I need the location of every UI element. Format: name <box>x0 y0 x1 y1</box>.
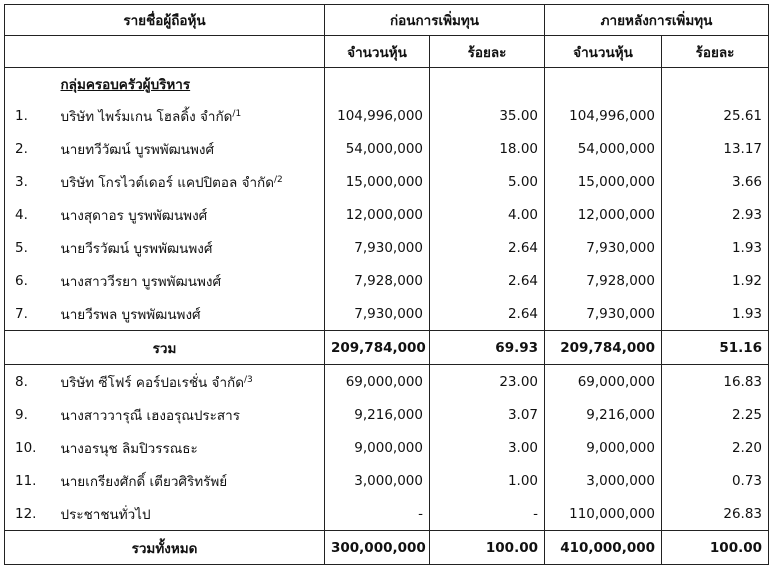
subtotal-row-before-percent: 69.93 <box>430 331 545 365</box>
after-percent: 2.93 <box>662 198 769 231</box>
before-percent: - <box>430 497 545 531</box>
row-number: 7. <box>5 297 55 331</box>
after-percent: 2.25 <box>662 398 769 431</box>
row-number: 4. <box>5 198 55 231</box>
row-number: 11. <box>5 464 55 497</box>
holder-name-text: บริษัท ไพร์มเกน โฮลดิ้ง จำกัด <box>60 108 233 125</box>
after-percent: 1.92 <box>662 264 769 297</box>
holder-name-text: นางสุดาอร บูรพพัฒนพงศ์ <box>60 207 208 224</box>
holder-name <box>55 165 325 198</box>
row-number: 10. <box>5 431 55 464</box>
holder-name-text: นายทวีวัฒน์ บูรพพัฒนพงศ์ <box>60 141 215 158</box>
row-number: 2. <box>5 132 55 165</box>
table-row <box>5 398 769 431</box>
before-shares: - <box>325 497 430 531</box>
holder-name <box>55 99 325 132</box>
after-shares: 9,000,000 <box>545 431 662 464</box>
before-percent: 18.00 <box>430 132 545 165</box>
holder-name <box>55 132 325 165</box>
table-row <box>5 464 769 497</box>
after-shares: 110,000,000 <box>545 497 662 531</box>
table-row <box>5 497 769 531</box>
table-row <box>5 99 769 132</box>
before-shares: 12,000,000 <box>325 198 430 231</box>
before-shares: 9,000,000 <box>325 431 430 464</box>
header-holder: รายชื่อผู้ถือหุ้น <box>5 5 325 36</box>
table-row <box>5 231 769 264</box>
after-percent: 16.83 <box>662 365 769 399</box>
table-row <box>5 431 769 464</box>
after-shares: 54,000,000 <box>545 132 662 165</box>
holder-name-text: นางสาววารุณี เฮงอรุณประสาร <box>60 407 241 424</box>
after-shares: 7,930,000 <box>545 297 662 331</box>
after-percent: 13.17 <box>662 132 769 165</box>
grand-total-row-after-shares: 410,000,000 <box>545 531 662 565</box>
holder-name-text: นายวีรพล บูรพพัฒนพงศ์ <box>60 306 201 323</box>
before-shares: 7,928,000 <box>325 264 430 297</box>
subtotal-row-after-shares: 209,784,000 <box>545 331 662 365</box>
holder-name-text: บริษัท ซีโฟร์ คอร์ปอเรชั่น จำกัด <box>60 374 244 391</box>
before-percent: 5.00 <box>430 165 545 198</box>
grand-total-row-label: รวมทั้งหมด <box>5 531 325 565</box>
holder-name <box>55 264 325 297</box>
before-percent: 3.00 <box>430 431 545 464</box>
holder-name <box>55 198 325 231</box>
holder-name-text: นางอรนุช ลิมปิวรรณธะ <box>60 440 198 457</box>
row-number: 6. <box>5 264 55 297</box>
before-shares: 7,930,000 <box>325 231 430 264</box>
table-row <box>5 264 769 297</box>
holder-name-text: นางสาววีรยา บูรพพัฒนพงศ์ <box>60 273 222 290</box>
subheader-after-shares: จำนวนหุ้น <box>545 36 662 68</box>
holder-name <box>55 398 325 431</box>
after-shares: 15,000,000 <box>545 165 662 198</box>
after-percent: 26.83 <box>662 497 769 531</box>
after-shares: 7,928,000 <box>545 264 662 297</box>
table-row <box>5 198 769 231</box>
after-shares: 3,000,000 <box>545 464 662 497</box>
holder-name-text: นายเกรียงศักดิ์ เตียวศิริทรัพย์ <box>60 473 228 490</box>
row-number: 3. <box>5 165 55 198</box>
row-number: 5. <box>5 231 55 264</box>
before-percent: 3.07 <box>430 398 545 431</box>
after-percent: 1.93 <box>662 297 769 331</box>
footnote-marker: /3 <box>243 374 253 385</box>
group-title-row <box>5 68 769 100</box>
table-row <box>5 132 769 165</box>
shareholder-table <box>4 4 769 565</box>
row-number: 12. <box>5 497 55 531</box>
subtotal-row-label: รวม <box>5 331 325 365</box>
before-percent: 1.00 <box>430 464 545 497</box>
after-shares: 7,930,000 <box>545 231 662 264</box>
after-shares: 9,216,000 <box>545 398 662 431</box>
after-percent: 3.66 <box>662 165 769 198</box>
header-before: ก่อนการเพิ่มทุน <box>325 5 545 36</box>
row-number: 9. <box>5 398 55 431</box>
before-percent: 2.64 <box>430 231 545 264</box>
holder-name <box>55 297 325 331</box>
before-shares: 104,996,000 <box>325 99 430 132</box>
row-number: 1. <box>5 99 55 132</box>
before-percent: 35.00 <box>430 99 545 132</box>
table-row <box>5 165 769 198</box>
before-shares: 69,000,000 <box>325 365 430 399</box>
subheader-after-percent: ร้อยละ <box>662 36 769 68</box>
before-shares: 7,930,000 <box>325 297 430 331</box>
row-number: 8. <box>5 365 55 399</box>
after-percent: 0.73 <box>662 464 769 497</box>
before-percent: 23.00 <box>430 365 545 399</box>
after-shares: 104,996,000 <box>545 99 662 132</box>
holder-name <box>55 497 325 531</box>
grand-total-row-before-percent: 100.00 <box>430 531 545 565</box>
header-row <box>5 5 769 36</box>
holder-name <box>55 231 325 264</box>
before-percent: 2.64 <box>430 264 545 297</box>
footnote-marker: /1 <box>232 108 242 119</box>
group-title: กลุ่มครอบครัวผู้บริหาร <box>55 68 325 100</box>
grand-total-row-before-shares: 300,000,000 <box>325 531 430 565</box>
header-after: ภายหลังการเพิ่มทุน <box>545 5 769 36</box>
grand-total-row <box>5 531 769 565</box>
before-percent: 4.00 <box>430 198 545 231</box>
before-percent: 2.64 <box>430 297 545 331</box>
subtotal-row <box>5 331 769 365</box>
holder-name <box>55 464 325 497</box>
subheader-before-shares: จำนวนหุ้น <box>325 36 430 68</box>
after-shares: 12,000,000 <box>545 198 662 231</box>
before-shares: 9,216,000 <box>325 398 430 431</box>
footnote-marker: /2 <box>274 174 283 185</box>
holder-name-text: ประชาชนทั่วไป <box>60 506 151 523</box>
subtotal-row-after-percent: 51.16 <box>662 331 769 365</box>
subheader-before-percent: ร้อยละ <box>430 36 545 68</box>
after-percent: 25.61 <box>662 99 769 132</box>
holder-name <box>55 431 325 464</box>
after-percent: 1.93 <box>662 231 769 264</box>
table-row <box>5 365 769 399</box>
table-row <box>5 297 769 331</box>
holder-name-text: นายวีรวัฒน์ บูรพพัฒนพงศ์ <box>60 240 213 257</box>
after-percent: 2.20 <box>662 431 769 464</box>
before-shares: 15,000,000 <box>325 165 430 198</box>
before-shares: 54,000,000 <box>325 132 430 165</box>
subheader-blank <box>5 36 325 68</box>
holder-name <box>55 365 325 399</box>
subtotal-row-before-shares: 209,784,000 <box>325 331 430 365</box>
grand-total-row-after-percent: 100.00 <box>662 531 769 565</box>
subheader-row <box>5 36 769 68</box>
after-shares: 69,000,000 <box>545 365 662 399</box>
before-shares: 3,000,000 <box>325 464 430 497</box>
holder-name-text: บริษัท โกรไวต์เดอร์ แคปปิตอล จำกัด <box>60 174 274 191</box>
